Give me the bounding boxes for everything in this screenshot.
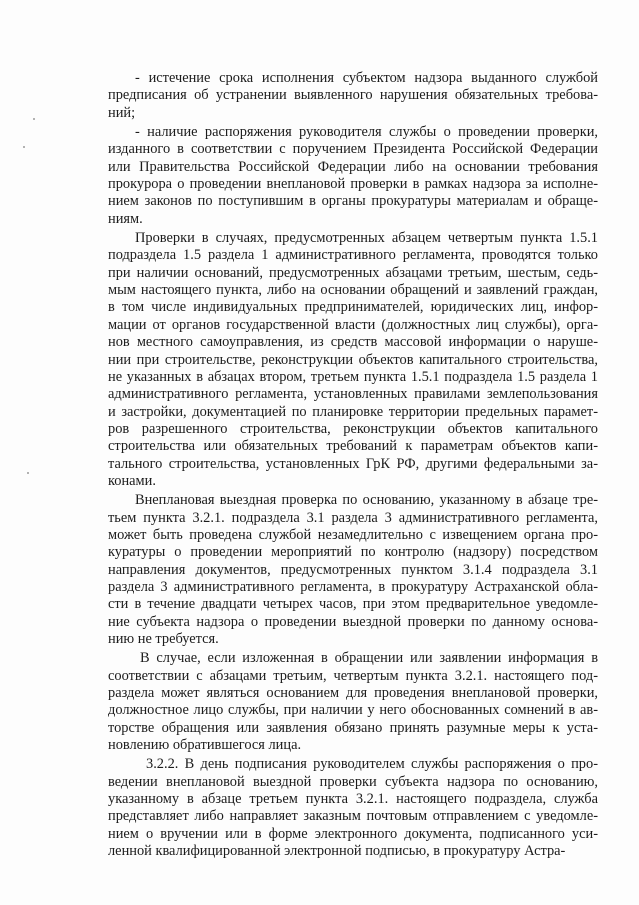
text-line: раздела 3 административного регламента, в прокуратуру Астраханской обла-: [108, 578, 598, 595]
text-line: ние субъекта надзора о проведении выездной проверки по данному основа-: [108, 613, 598, 630]
text-line: ний;: [108, 104, 136, 121]
text-line: и застройки, документацией по планировке территории предельных парамет-: [108, 403, 598, 420]
text-line: строительства или обязательных требований к параметрам объектов капи-: [108, 438, 598, 455]
text-line: - истечение срока исполнения субъектом надзора выданного службой: [135, 70, 598, 86]
text-line: тьем пункта 3.2.1. подраздела 3.1 раздела 3 административного регламента,: [108, 509, 598, 526]
text-line: нию не требуется.: [108, 631, 219, 647]
text-line: нием законов по поступившим в органы прокуратуры материалам и обраще-: [108, 193, 598, 210]
text-line: подраздела 1.5 раздела 1 административного регламента, проводятся только: [108, 247, 598, 264]
text-line: ниям.: [108, 210, 143, 227]
text-line: нии при строительстве, реконструкции объектов капитального строительства,: [108, 351, 598, 368]
text-line: ленной квалифицированной электронной подписью, в прокуратуру Астра-: [108, 843, 566, 860]
paragraph-p1: [108, 70, 598, 122]
text-line: в том числе индивидуальных предпринимателей, юридических лиц, инфор-: [108, 299, 598, 316]
text-line: новлению обратившегося лица.: [108, 737, 302, 754]
text-line: торстве обращения или заявления обязано принять разумные меры к уста-: [108, 719, 598, 736]
text-line: нием о вручении или в форме электронного документа, подписанного уси-: [108, 825, 598, 842]
text-line: Проверки в случаях, предусмотренных абзацем четвертым пункта 1.5.1: [135, 230, 598, 247]
text-line: указанному в абзаце третьем пункта 3.2.1. настоящего подраздела, служба: [108, 791, 598, 808]
text-line: предписания об устранении выявленного нарушения обязательных требова-: [108, 87, 598, 104]
text-line: ров разрешенного строительства, реконструкции объектов капитального: [108, 420, 598, 437]
text-line: раздела может являться основанием для проведения внеплановой проверки,: [108, 685, 598, 702]
text-line: мации от органов государственной власти (должностных лиц службы), орга-: [108, 316, 598, 333]
text-line: или Правительства Российской Федерации либо на основании требования: [108, 158, 598, 175]
text-line: куратуры о проведении мероприятий по контролю (надзору) посредством: [108, 544, 598, 561]
text-line: тального строительства, установленных ГрК РФ, другими федеральными за-: [108, 455, 598, 472]
text-line: должностное лицо службы, при наличии у него обоснованных сомнений в ав-: [108, 702, 598, 719]
scan-speck: [33, 118, 35, 120]
text-line: мым настоящего пункта, либо на основании обращений и заявлений граждан,: [108, 282, 598, 299]
text-line: может быть проведена службой незамедлительно с извещением органа про-: [108, 526, 598, 543]
text-line: ведении внеплановой выездной проверки субъекта надзора по основанию,: [108, 773, 598, 790]
text-line: сти в течение двадцати четырех часов, при этом предварительное уведомле-: [108, 596, 598, 613]
text-line: прокурора о проведении внеплановой проверки в рамках надзора за исполне-: [108, 176, 598, 193]
text-line: В случае, если изложенная в обращении или заявлении информация в: [140, 650, 598, 667]
paragraph-p3: [108, 230, 598, 490]
text-line: направления документов, предусмотренных пунктом 3.1.4 подраздела 3.1: [108, 561, 598, 578]
paragraph-p5: [108, 650, 598, 754]
text-line: при наличии оснований, предусмотренных абзацами третьим, шестым, седь-: [108, 264, 598, 281]
text-line: административного регламента, установленных правилами землепользования: [108, 386, 598, 403]
paragraph-p2: [108, 124, 598, 228]
scan-speck: [23, 146, 25, 148]
text-line: представляет либо направляет заказным почтовым отправлением с уведомле-: [108, 808, 598, 825]
text-line: - наличие распоряжения руководителя службы о проведении проверки,: [135, 124, 598, 141]
text-line: не указанных в абзацах втором, третьем пункта 1.5.1 подраздела 1.5 раздела 1: [108, 368, 598, 385]
text-line: нов местного самоуправления, из средств массовой информации о наруше-: [108, 334, 598, 351]
scan-speck: [27, 472, 29, 474]
document-body: [108, 70, 598, 860]
text-line: Внеплановая выездная проверка по основанию, указанному в абзаце тре-: [135, 492, 598, 509]
text-line: изданного в соответствии с поручением Президента Российской Федерации: [108, 141, 598, 158]
paragraph-p6: [108, 756, 598, 860]
paragraph-p4: [108, 492, 598, 648]
text-line: конами.: [108, 472, 156, 489]
text-line: 3.2.2. В день подписания руководителем службы распоряжения о про-: [146, 756, 598, 773]
text-line: соответствии с абзацами третьим, четвертым пункта 3.2.1. настоящего под-: [108, 667, 598, 684]
